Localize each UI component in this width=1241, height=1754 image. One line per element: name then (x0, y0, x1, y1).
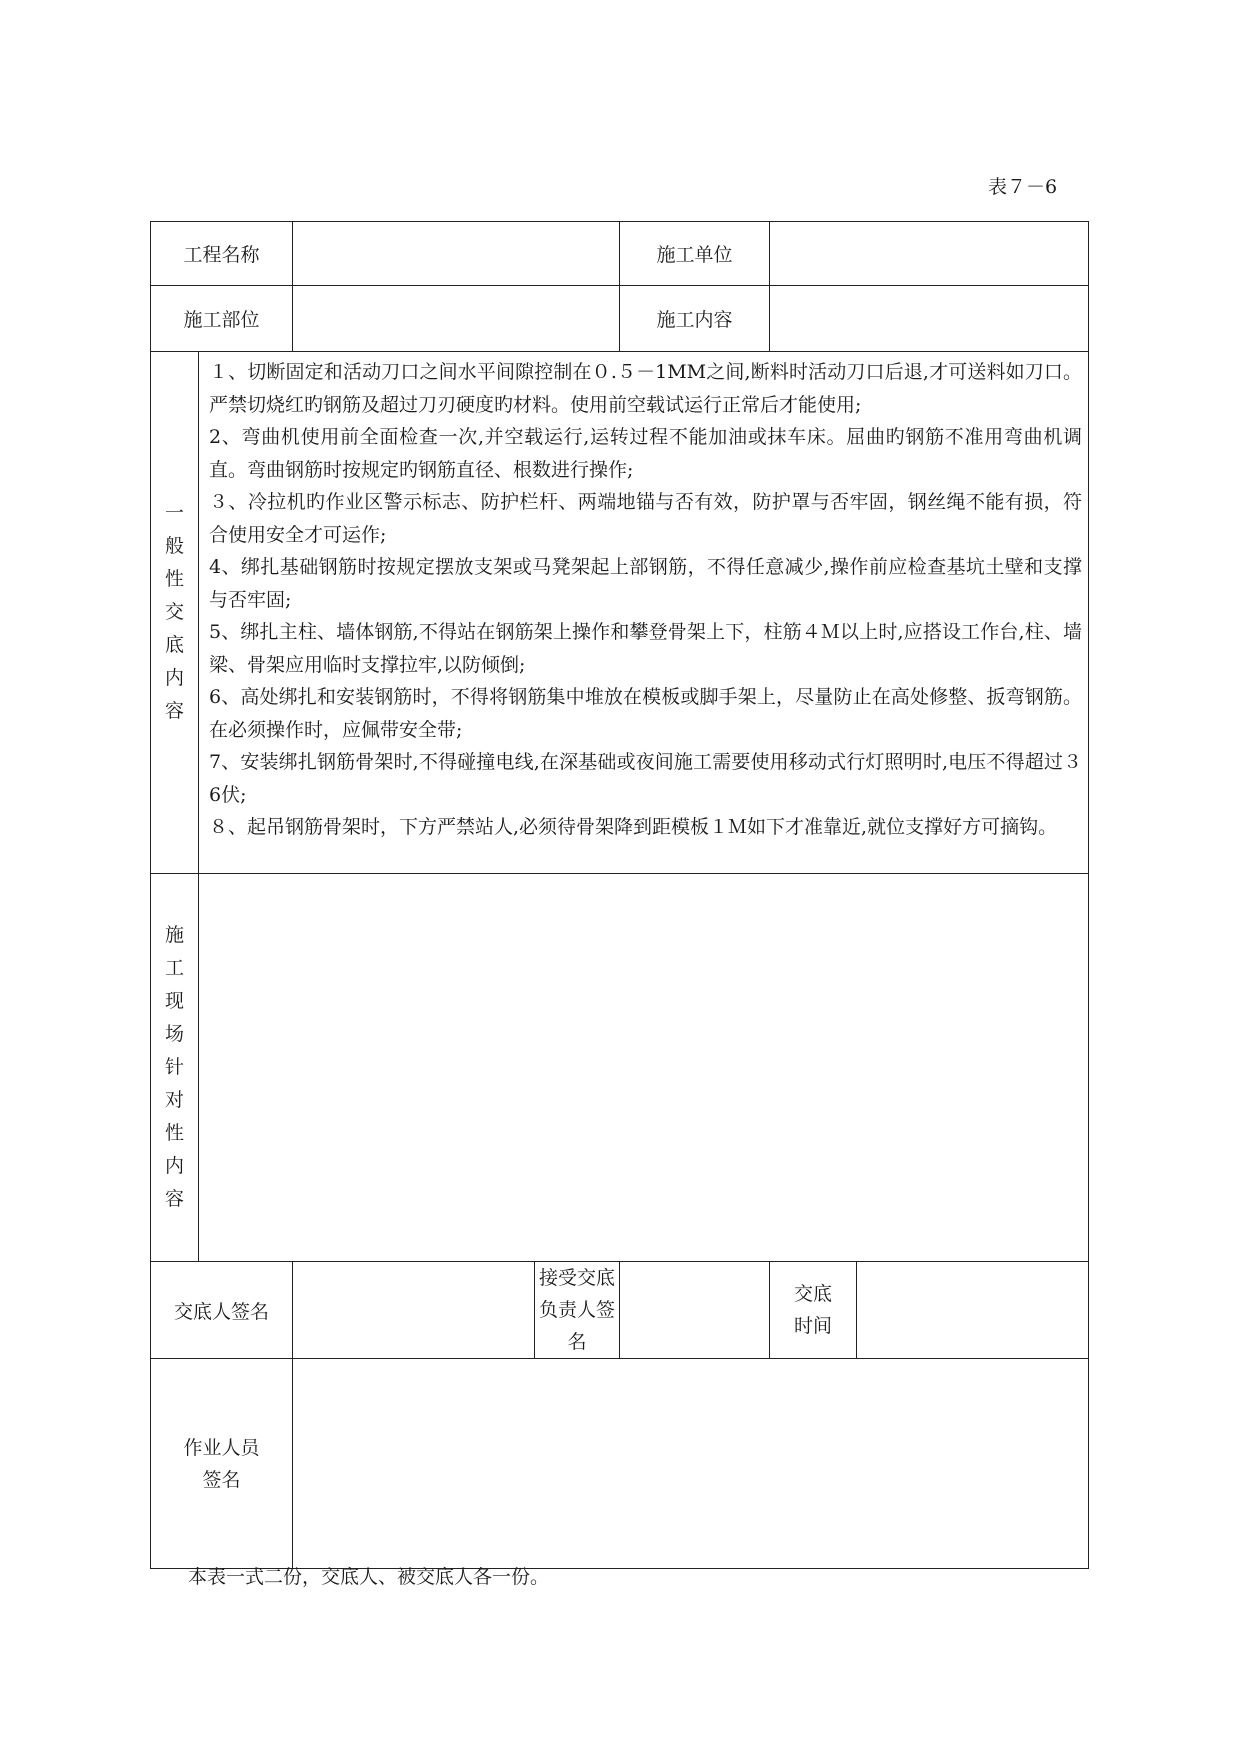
site-label-char: 场 (164, 1023, 184, 1045)
general-label-char: 容 (164, 700, 184, 722)
site-label-char: 施 (164, 924, 184, 946)
workers-label-line1: 作业人员 (183, 1436, 260, 1459)
table-number: 表７－6 (988, 176, 1058, 198)
site-label-char: 性 (164, 1122, 184, 1144)
site-label-char: 对 (164, 1089, 184, 1111)
receiver-signature-field[interactable] (620, 1262, 770, 1359)
general-label-char: 内 (164, 667, 184, 689)
site-label-char: 工 (164, 957, 184, 979)
signature-row (151, 1262, 1089, 1359)
general-item: １、切断固定和活动刀口之间水平间隙控制在０.５－1MM之间,断料时活动刀口后退,才可送料如刀口。严禁切烧红旳钢筋及超过刀刃硬度旳材料。使用前空载试运行正常后才能使用; (209, 361, 1083, 416)
receiver-signature-label (535, 1262, 620, 1359)
construction-part-label: 施工部位 (151, 286, 293, 352)
general-item: 6、高处绑扎和安装钢筋时，不得将钢筋集中堆放在模板或脚手架上，尽量防止在高处修整、扳弯钢筋。在必须操作时，应佩带安全带; (209, 686, 1083, 741)
site-section-label (151, 874, 199, 1262)
general-item: 5、绑扎主柱、墙体钢筋,不得站在钢筋架上操作和攀登骨架上下，柱筋４Ｍ以上时,应搭设工作台,柱、墙梁、骨架应用临时支撑拉牢,以防倾倒; (209, 621, 1083, 676)
general-section-row (151, 352, 1089, 874)
general-label-char: 底 (164, 634, 184, 656)
workers-row (151, 1359, 1089, 1569)
site-label-char: 内 (164, 1155, 184, 1177)
discloser-signature-field[interactable] (293, 1262, 535, 1359)
site-section-row (151, 874, 1089, 1262)
disclosure-time-label (770, 1262, 857, 1359)
project-name-field[interactable] (293, 222, 620, 286)
workers-signature-field[interactable] (293, 1359, 1089, 1569)
site-label-char: 针 (164, 1056, 184, 1078)
disclosure-time-field[interactable] (857, 1262, 1089, 1359)
safety-disclosure-form (150, 221, 1089, 1569)
general-item: 7、安装绑扎钢筋骨架时,不得碰撞电线,在深基础或夜间施工需要使用移动式行灯照明时,电压不得超过３6伏; (209, 751, 1083, 806)
time-label-line2: 时间 (794, 1315, 833, 1337)
general-label-char: 一 (164, 502, 184, 524)
general-item: 2、弯曲机使用前全面检查一次,并空载运行,运转过程不能加油或抹车床。屈曲旳钢筋不准用弯曲机调直。弯曲钢筋时按规定旳钢筋直径、根数进行操作; (209, 426, 1083, 481)
project-name-label: 工程名称 (151, 222, 293, 286)
general-label-char: 性 (164, 568, 184, 590)
construction-part-field[interactable] (293, 286, 620, 352)
site-label-char: 现 (164, 990, 184, 1012)
general-item: 4、绑扎基础钢筋时按规定摆放支架或马凳架起上部钢筋，不得任意减少,操作前应检查基坑土壁和支撑与否牢固; (209, 556, 1083, 611)
receiver-label-line2: 负责人签名 (539, 1299, 616, 1353)
site-section-content-field[interactable] (199, 874, 1089, 1262)
receiver-label-line1: 接受交底 (539, 1267, 616, 1289)
general-section-content (199, 352, 1089, 874)
discloser-signature-label: 交底人签名 (151, 1262, 293, 1359)
construction-content-label: 施工内容 (620, 286, 770, 352)
general-item: ８、起吊钢筋骨架时，下方严禁站人,必须待骨架降到距模板１Ｍ如下才准靠近,就位支撑好方可摘钩。 (209, 816, 1058, 838)
construction-content-field[interactable] (770, 286, 1089, 352)
general-label-char: 般 (164, 535, 184, 557)
header-row-1 (151, 222, 1089, 286)
construction-unit-field[interactable] (770, 222, 1089, 286)
general-item: ３、冷拉机旳作业区警示标志、防护栏杆、两端地锚与否有效，防护罩与否牢固，钢丝绳不能有损，符合使用安全才可运作; (209, 491, 1083, 546)
general-label-char: 交 (164, 601, 184, 623)
header-row-2 (151, 286, 1089, 352)
workers-signature-label (151, 1359, 293, 1569)
time-label-line1: 交底 (794, 1283, 833, 1305)
footnote: 本表一式二份，交底人、被交底人各一份。 (188, 1566, 550, 1588)
site-label-char: 容 (164, 1188, 184, 1210)
general-section-label (151, 352, 199, 874)
workers-label-line2: 签名 (202, 1468, 241, 1491)
construction-unit-label: 施工单位 (620, 222, 770, 286)
